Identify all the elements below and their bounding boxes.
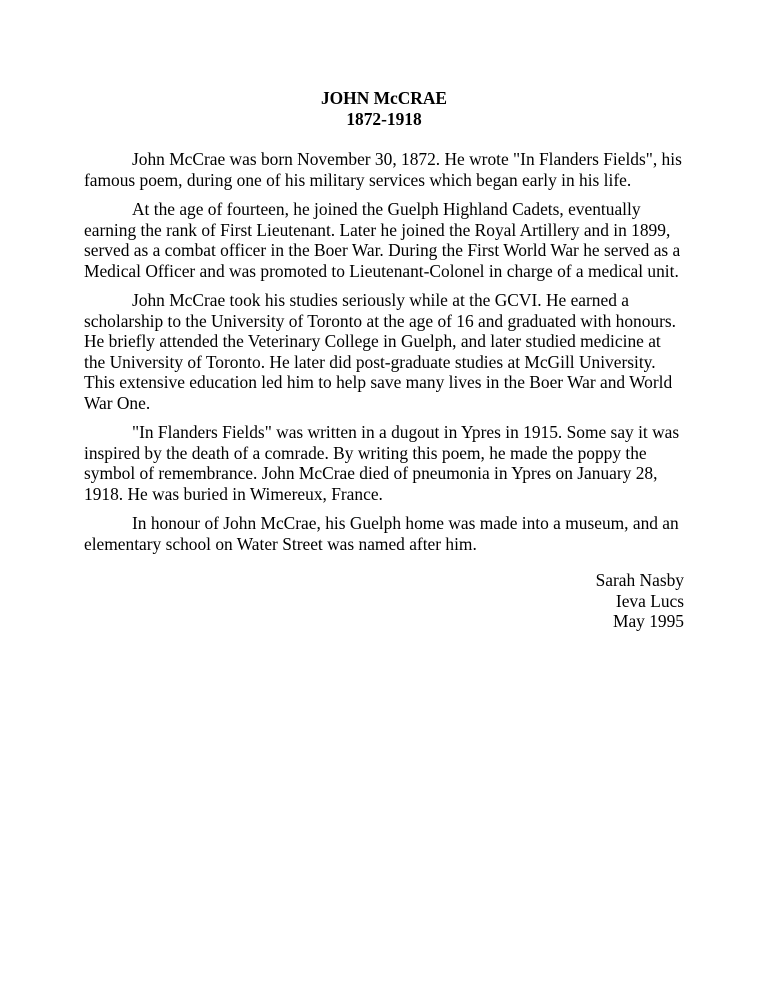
- author-name-1: Sarah Nasby: [595, 570, 684, 590]
- signature-date: May 1995: [612, 611, 684, 631]
- paragraph-military: At the age of fourteen, he joined the Guelph Highland Cadets, eventually earning the rank of First Lieutenant. Later he joined the Royal Artillery and in 1899, served as a combat officer in the Boer War. During the First World War he served as a Medical Officer and was promoted to Lieutenant-Colonel in charge of a medical unit.: [84, 199, 681, 281]
- paragraph-legacy: In honour of John McCrae, his Guelph home was made into a museum, and an elementary school on Water Street was named after him.: [84, 513, 679, 554]
- paragraph-poem: "In Flanders Fields" was written in a dugout in Ypres in 1915. Some say it was inspired by the death of a comrade. By writing this poem, he made the poppy the symbol of remembrance. John McCrae died of pneumonia in Ypres on January 28, 1918. He was buried in Wimereux, France.: [84, 422, 680, 504]
- paragraph-birth: John McCrae was born November 30, 1872. He wrote "In Flanders Fields", his famous poem, during one of his military services which began early in his life.: [84, 149, 682, 190]
- document-years: 1872-1918: [346, 108, 422, 129]
- author-name-2: Ieva Lucs: [615, 590, 684, 611]
- document-page: [84, 88, 684, 632]
- title-block: [84, 88, 684, 129]
- document-title: JOHN McCRAE: [320, 88, 448, 108]
- paragraph-education: John McCrae took his studies seriously while at the GCVI. He earned a scholarship to the University of Toronto at the age of 16 and graduated with honours. He briefly attended the Veterinary College in Guelph, and later studied medicine at the University of Toronto. He later did post-graduate studies at McGill University. This extensive education led him to help save many lives in the Boer War and World War One.: [84, 290, 677, 413]
- signature-block: [84, 570, 684, 632]
